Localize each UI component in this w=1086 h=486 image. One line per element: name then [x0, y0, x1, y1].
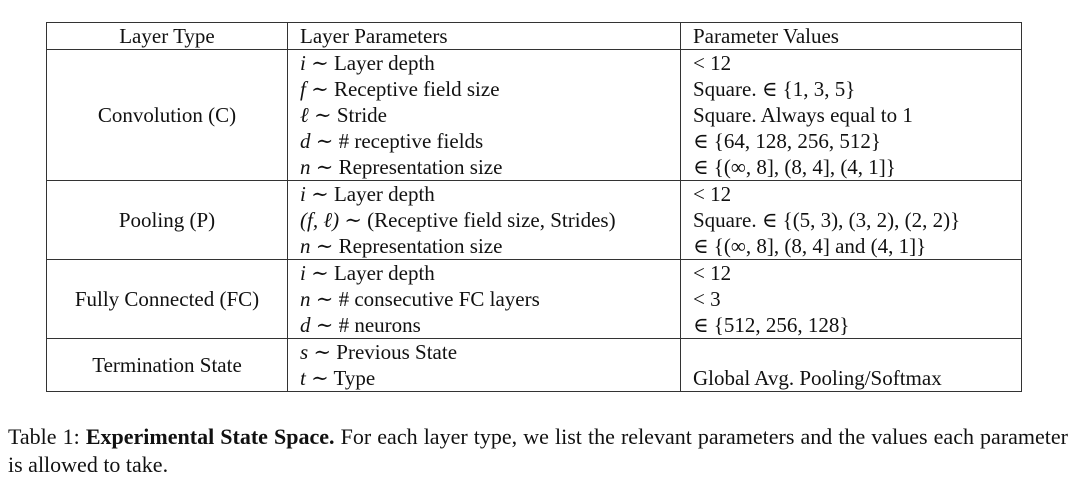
parameter-line: n ∼ Representation size [300, 155, 503, 179]
layer-parameters-cell [288, 339, 681, 392]
value-line: ∈ {64, 128, 256, 512} [693, 129, 881, 153]
value-line: ∈ {(∞, 8], (8, 4] and (4, 1]} [693, 234, 927, 258]
table-header-row [47, 23, 1022, 50]
parameter-line: ℓ ∼ Stride [300, 103, 388, 127]
value-line: < 12 [693, 261, 732, 285]
parameter-line: n ∼ # consecutive FC layers [300, 287, 540, 311]
value-line: < 3 [693, 287, 721, 311]
parameter-line: i ∼ Layer depth [300, 51, 435, 75]
parameter-line: i ∼ Layer depth [300, 182, 435, 206]
header-layer-type: Layer Type [47, 23, 288, 50]
layer-type-cell: Convolution (C) [47, 50, 288, 181]
parameter-line: i ∼ Layer depth [300, 261, 435, 285]
value-line [693, 339, 1021, 365]
parameter-values-cell [681, 260, 1022, 339]
state-space-table [46, 22, 1022, 392]
value-line: Global Avg. Pooling/Softmax [693, 366, 942, 390]
value-line: Square. Always equal to 1 [693, 103, 913, 127]
layer-type-cell: Pooling (P) [47, 181, 288, 260]
table-caption [8, 423, 1068, 479]
parameter-line: s ∼ Previous State [300, 340, 458, 364]
value-line: Square. ∈ {(5, 3), (3, 2), (2, 2)} [693, 208, 961, 232]
layer-type-cell: Fully Connected (FC) [47, 260, 288, 339]
value-line: ∈ {512, 256, 128} [693, 313, 850, 337]
caption-title: Experimental State Space. [85, 424, 335, 449]
parameter-line: d ∼ # receptive fields [300, 129, 484, 153]
caption-body: For each layer type, we list the relevant parameters and the values each parameter is allowed to take. [8, 424, 1068, 477]
layer-parameters-cell [288, 181, 681, 260]
caption-label: Table 1: [8, 424, 86, 449]
header-layer-parameters: Layer Parameters [288, 23, 681, 50]
layer-parameters-cell [288, 50, 681, 181]
parameter-line: (f, ℓ) ∼ (Receptive field size, Strides) [300, 208, 616, 232]
value-line: Square. ∈ {1, 3, 5} [693, 77, 856, 101]
parameter-line: f ∼ Receptive field size [300, 77, 500, 101]
parameter-line: d ∼ # neurons [300, 313, 421, 337]
value-line: < 12 [693, 182, 732, 206]
layer-parameters-cell [288, 260, 681, 339]
parameter-line: t ∼ Type [300, 366, 376, 390]
table-row [47, 339, 1022, 392]
table-row [47, 181, 1022, 260]
table-row [47, 260, 1022, 339]
parameter-values-cell [681, 339, 1022, 392]
parameter-values-cell [681, 50, 1022, 181]
parameter-values-cell [681, 181, 1022, 260]
value-line: < 12 [693, 51, 732, 75]
header-parameter-values: Parameter Values [681, 23, 1022, 50]
value-line: ∈ {(∞, 8], (8, 4], (4, 1]} [693, 155, 896, 179]
parameter-line: n ∼ Representation size [300, 234, 503, 258]
layer-type-cell: Termination State [47, 339, 288, 392]
table-row [47, 50, 1022, 181]
